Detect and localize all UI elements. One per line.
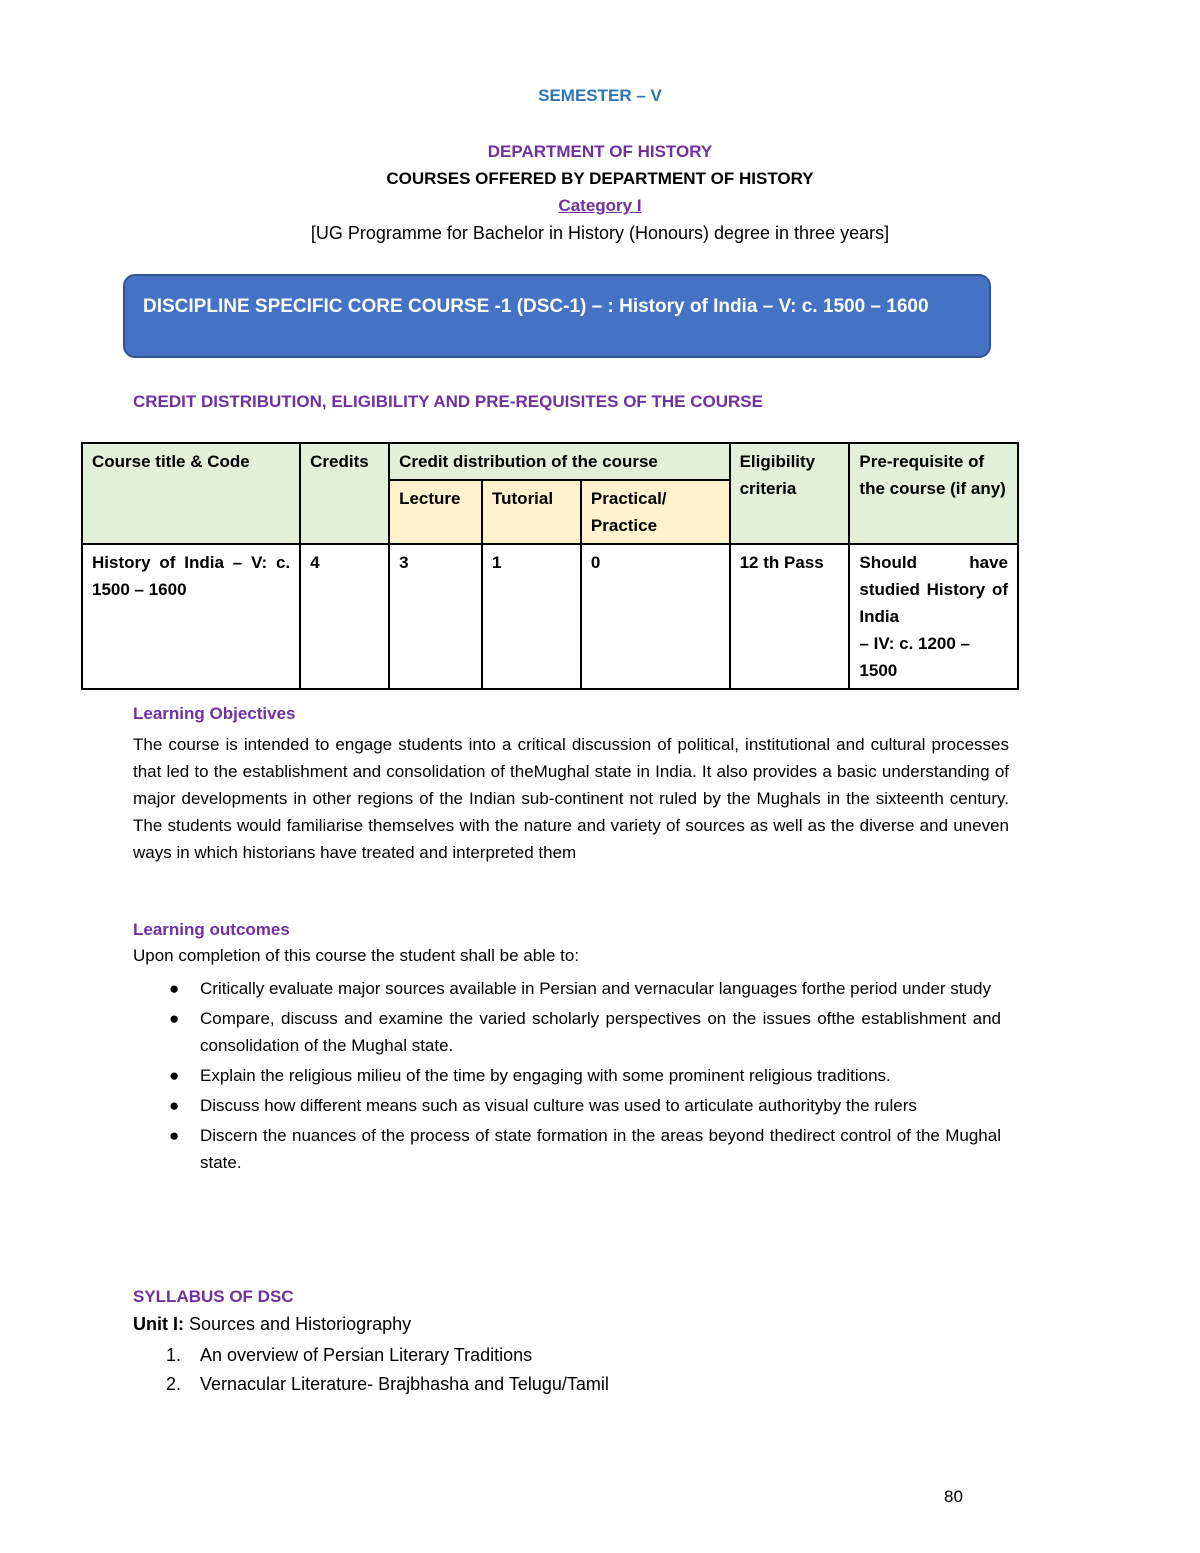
cell-eligibility: 12 th Pass xyxy=(730,544,850,689)
course-banner xyxy=(123,274,991,358)
list-number: 1. xyxy=(166,1345,182,1365)
prerequisite-line-1: Should have studied History of India xyxy=(859,553,1008,626)
learning-outcomes-title: Learning outcomes xyxy=(133,920,290,939)
category-heading: Category I xyxy=(558,196,642,215)
syllabus-title: SYLLABUS OF DSC xyxy=(133,1287,294,1306)
course-banner-text: DISCIPLINE SPECIFIC CORE COURSE -1 (DSC-1) – : History of India – V: c. 1500 – 1600 xyxy=(143,296,929,317)
topic-text: An overview of Persian Literary Traditions xyxy=(200,1345,533,1365)
list-number: 2. xyxy=(166,1374,182,1394)
credit-distribution-table xyxy=(81,442,1019,690)
outcome-text: Explain the religious milieu of the time by engaging with some prominent religious traditions. xyxy=(200,1066,891,1085)
cell-practical: 0 xyxy=(581,544,730,689)
bullet-icon: ● xyxy=(169,1096,180,1115)
topic-text: Vernacular Literature- Brajbhasha and Telugu/Tamil xyxy=(200,1374,609,1394)
unit-name: Sources and Historiography xyxy=(189,1314,412,1334)
header-course-title: Course title & Code xyxy=(82,443,300,544)
header-credits: Credits xyxy=(300,443,389,544)
outcome-text: Discuss how different means such as visual culture was used to articulate authorityby the rulers xyxy=(200,1096,917,1115)
programme-line: [UG Programme for Bachelor in History (Honours) degree in three years] xyxy=(310,223,890,243)
courses-offered-heading: COURSES OFFERED BY DEPARTMENT OF HISTORY xyxy=(386,169,814,188)
list-item xyxy=(133,1005,1001,1059)
outcome-text: Discern the nuances of the process of state formation in the areas beyond thedirect control of the Mughal state. xyxy=(200,1126,1001,1172)
list-item xyxy=(133,1370,609,1399)
semester-heading: SEMESTER – V xyxy=(538,86,662,105)
bullet-icon: ● xyxy=(169,1126,180,1145)
learning-outcomes-intro: Upon completion of this course the student shall be able to: xyxy=(133,946,580,965)
cell-prerequisite xyxy=(849,544,1018,689)
bullet-icon: ● xyxy=(169,1009,180,1028)
list-item xyxy=(133,1341,609,1370)
outcome-text: Critically evaluate major sources available in Persian and vernacular languages forthe period under study xyxy=(200,979,991,998)
list-item xyxy=(133,1092,1001,1119)
learning-objectives-text: The course is intended to engage students into a critical discussion of political, institutional and cultural processes that led to the establishment and consolidation of theMughal state in India. It also provides a basic understanding of major developments in other regions of the Indian sub-continent not ruled by the Mughals in the sixteenth century. The students would familiarise themselves with the nature and variety of sources as well as the diverse and uneven ways in which historians have treated and interpreted them xyxy=(133,735,1009,862)
list-item xyxy=(133,1122,1001,1176)
learning-outcomes-list xyxy=(133,975,1001,1179)
header-credit-distribution: Credit distribution of the course xyxy=(389,443,729,480)
learning-objectives-title: Learning Objectives xyxy=(133,704,296,723)
page-number: 80 xyxy=(944,1487,963,1506)
credit-distribution-heading: CREDIT DISTRIBUTION, ELIGIBILITY AND PRE-REQUISITES OF THE COURSE xyxy=(133,392,763,411)
header-lecture: Lecture xyxy=(389,480,482,544)
unit-topic-list xyxy=(133,1341,609,1399)
bullet-icon: ● xyxy=(169,979,180,998)
list-item xyxy=(133,1062,1001,1089)
cell-tutorial: 1 xyxy=(482,544,581,689)
header-eligibility: Eligibility criteria xyxy=(730,443,850,544)
cell-lecture: 3 xyxy=(389,544,482,689)
prerequisite-line-2: – IV: c. 1200 – 1500 xyxy=(859,634,971,680)
list-item xyxy=(133,975,1001,1002)
header-tutorial: Tutorial xyxy=(482,480,581,544)
unit-label: Unit I: xyxy=(133,1314,184,1334)
department-heading: DEPARTMENT OF HISTORY xyxy=(487,142,713,161)
cell-credits: 4 xyxy=(300,544,389,689)
unit-heading xyxy=(133,1314,411,1335)
header-practical: Practical/ Practice xyxy=(581,480,730,544)
cell-course-title: History of India – V: c. 1500 – 1600 xyxy=(82,544,300,689)
bullet-icon: ● xyxy=(169,1066,180,1085)
outcome-text: Compare, discuss and examine the varied scholarly perspectives on the issues ofthe establishment and consolidation of the Mughal state. xyxy=(200,1009,1001,1055)
header-prerequisite: Pre-requisite of the course (if any) xyxy=(849,443,1018,544)
